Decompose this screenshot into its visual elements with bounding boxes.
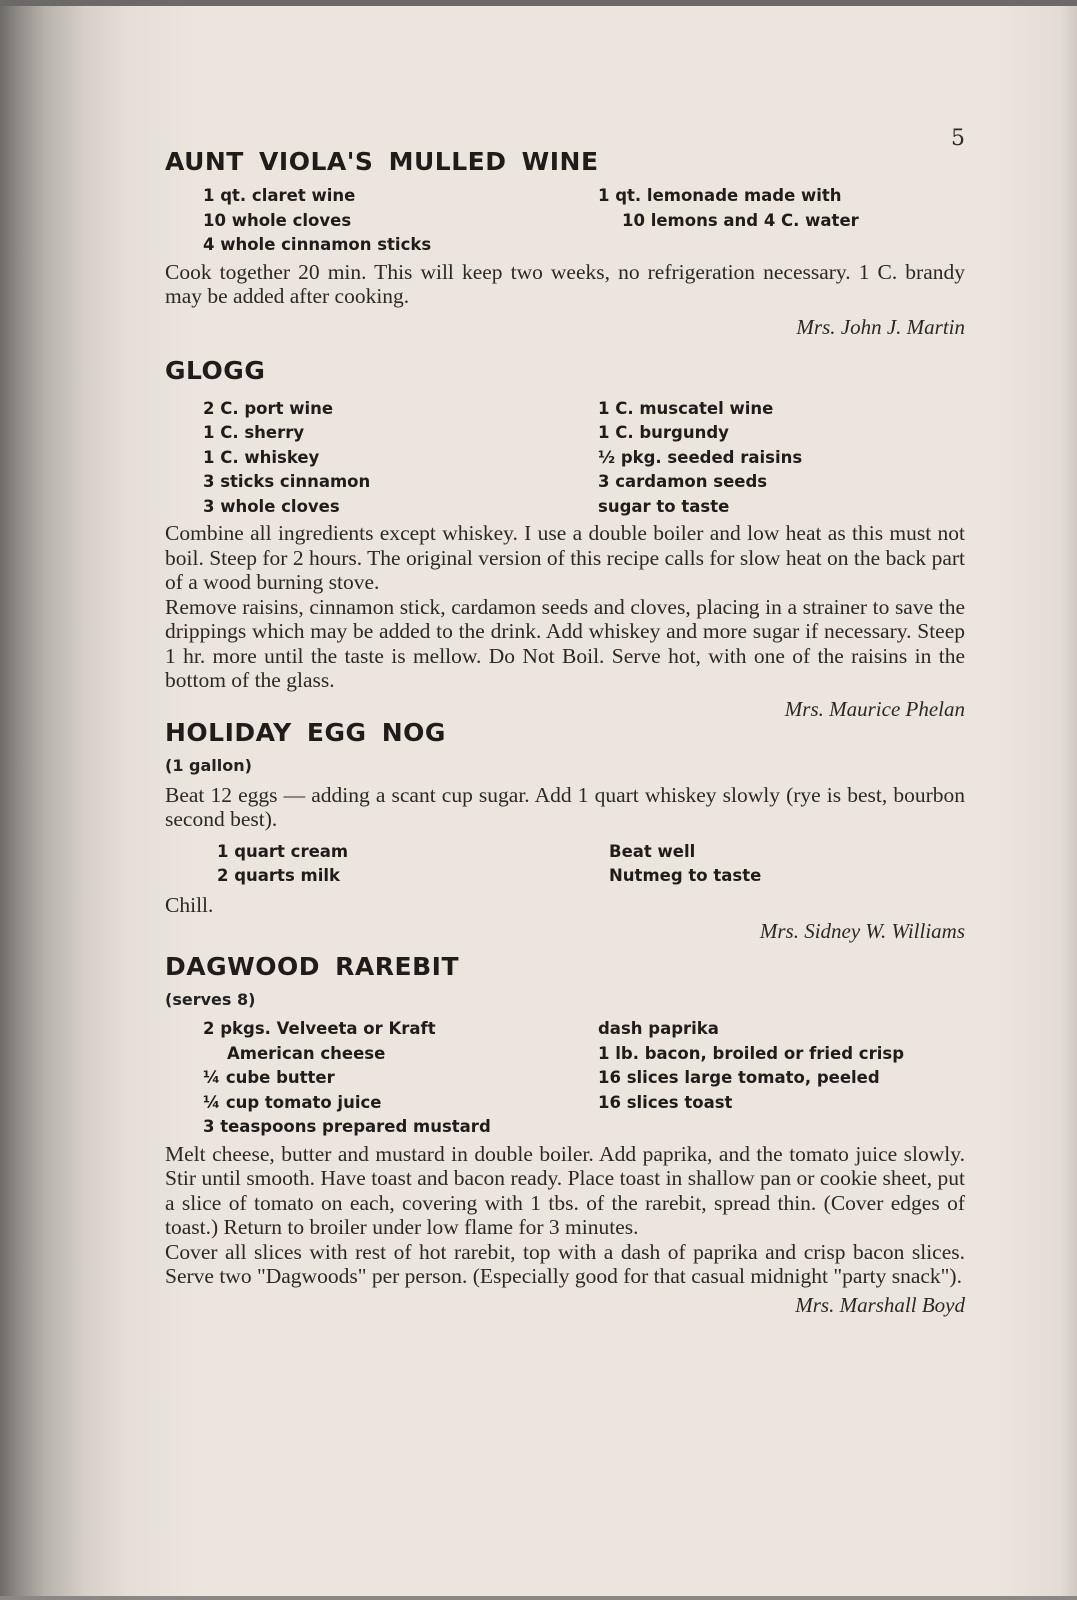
ingredient: ¼ cup tomato juice <box>203 1092 382 1112</box>
ingredient: ¼ cube butter <box>203 1068 335 1087</box>
instructions: Cook together 20 min. This will keep two weeks, no refrigeration necessary. 1 C. brandy may be added after cooking. <box>165 259 965 308</box>
ingredient: dash paprika <box>598 1019 719 1038</box>
instructions: Cover all slices with rest of hot rarebit, top with a dash of paprika and crisp bacon slices. Serve two "Dagwoods" per person. (Especially good for that casual midnight "party snack"). <box>165 1239 965 1288</box>
recipe-glogg <box>165 355 965 723</box>
instructions: Remove raisins, cinnamon stick, cardamon seeds and cloves, placing in a strainer to save the drippings which may be added to the drink. Add whiskey and more sugar if necessary. Steep 1 hr. more until the taste is mellow. Do Not Boil. Serve hot, with one of the raisins in the bottom of the glass. <box>165 594 965 692</box>
instructions-intro: Beat 12 eggs — adding a scant cup sugar. Add 1 quart whiskey slowly (rye is best, bourbon second best). <box>165 782 965 831</box>
ingredient: 1 qt. claret wine <box>203 186 356 205</box>
ingredient: 2 pkgs. Velveeta or Kraft <box>203 1019 436 1038</box>
ingredient: 10 whole cloves <box>203 210 352 230</box>
ingredient: 1 C. whiskey <box>203 447 320 467</box>
ingredient: 16 slices large tomato, peeled <box>598 1068 880 1087</box>
recipe-title: HOLIDAY EGG NOG <box>165 717 446 747</box>
ingredient: 2 quarts milk <box>217 866 340 885</box>
ingredient-list <box>165 1017 965 1140</box>
ingredient: 10 lemons and 4 C. water <box>622 210 859 230</box>
instructions: Combine all ingredients except whiskey. I use a double boiler and low heat as this must not boil. Steep for 2 hours. The original version of this recipe calls for slow heat on the back part of a wood burning stove. <box>165 521 965 594</box>
ingredient: 3 whole cloves <box>203 496 340 516</box>
recipe-title: DAGWOOD RAREBIT <box>165 952 459 981</box>
author-signature: Mrs. John J. Martin <box>796 314 965 339</box>
scan-top-edge <box>0 0 1077 6</box>
ingredient: 1 C. burgundy <box>598 423 729 442</box>
recipe-title: AUNT VIOLA'S MULLED WINE <box>165 147 599 176</box>
ingredient: 1 quart cream <box>217 841 349 861</box>
scan-bottom-edge <box>0 1596 1077 1600</box>
ingredient-list <box>165 840 965 889</box>
ingredient: Beat well <box>609 841 696 861</box>
author-signature: Mrs. Sidney W. Williams <box>759 919 965 943</box>
instructions: Chill. <box>165 892 214 917</box>
author-signature: Mrs. Maurice Phelan <box>784 696 965 721</box>
recipe-title: GLOGG <box>165 355 266 385</box>
recipe-yield: (serves 8) <box>165 990 256 1009</box>
recipe-yield: (1 gallon) <box>165 755 252 775</box>
ingredient: 4 whole cinnamon sticks <box>203 235 432 254</box>
ingredient: 3 sticks cinnamon <box>203 472 371 491</box>
ingredient: 1 lb. bacon, broiled or fried crisp <box>598 1043 905 1063</box>
page-content <box>165 120 965 1319</box>
ingredient: 3 teaspoons prepared mustard <box>203 1117 491 1136</box>
ingredient-list <box>165 397 965 520</box>
ingredient: ½ pkg. seeded raisins <box>598 447 803 467</box>
author-signature: Mrs. Marshall Boyd <box>795 1292 965 1317</box>
ingredient: Nutmeg to taste <box>609 866 762 885</box>
instructions: Melt cheese, butter and mustard in double boiler. Add paprika, and the tomato juice slowly. Stir until smooth. Have toast and bacon ready. Place toast in shallow pan or cookie sheet, put a slice of tomato on each, covering with 1 tbs. of the rarebit, spread thin. (Cover edges of toast.) Return to broiler under low flame for 3 minutes. <box>165 1141 965 1239</box>
ingredient: American cheese <box>227 1043 386 1063</box>
ingredient-list <box>165 184 965 258</box>
recipe-egg-nog <box>165 717 965 946</box>
page-number: 5 <box>951 126 965 151</box>
ingredient: sugar to taste <box>598 496 730 516</box>
ingredient: 1 C. muscatel wine <box>598 398 774 418</box>
ingredient: 3 cardamon seeds <box>598 472 768 491</box>
recipe-mulled-wine <box>165 146 965 341</box>
ingredient: 1 qt. lemonade made with <box>598 186 842 205</box>
ingredient: 1 C. sherry <box>203 423 305 442</box>
recipe-dagwood-rarebit <box>165 951 965 1319</box>
ingredient: 16 slices toast <box>598 1092 733 1112</box>
ingredient: 2 C. port wine <box>203 398 334 418</box>
